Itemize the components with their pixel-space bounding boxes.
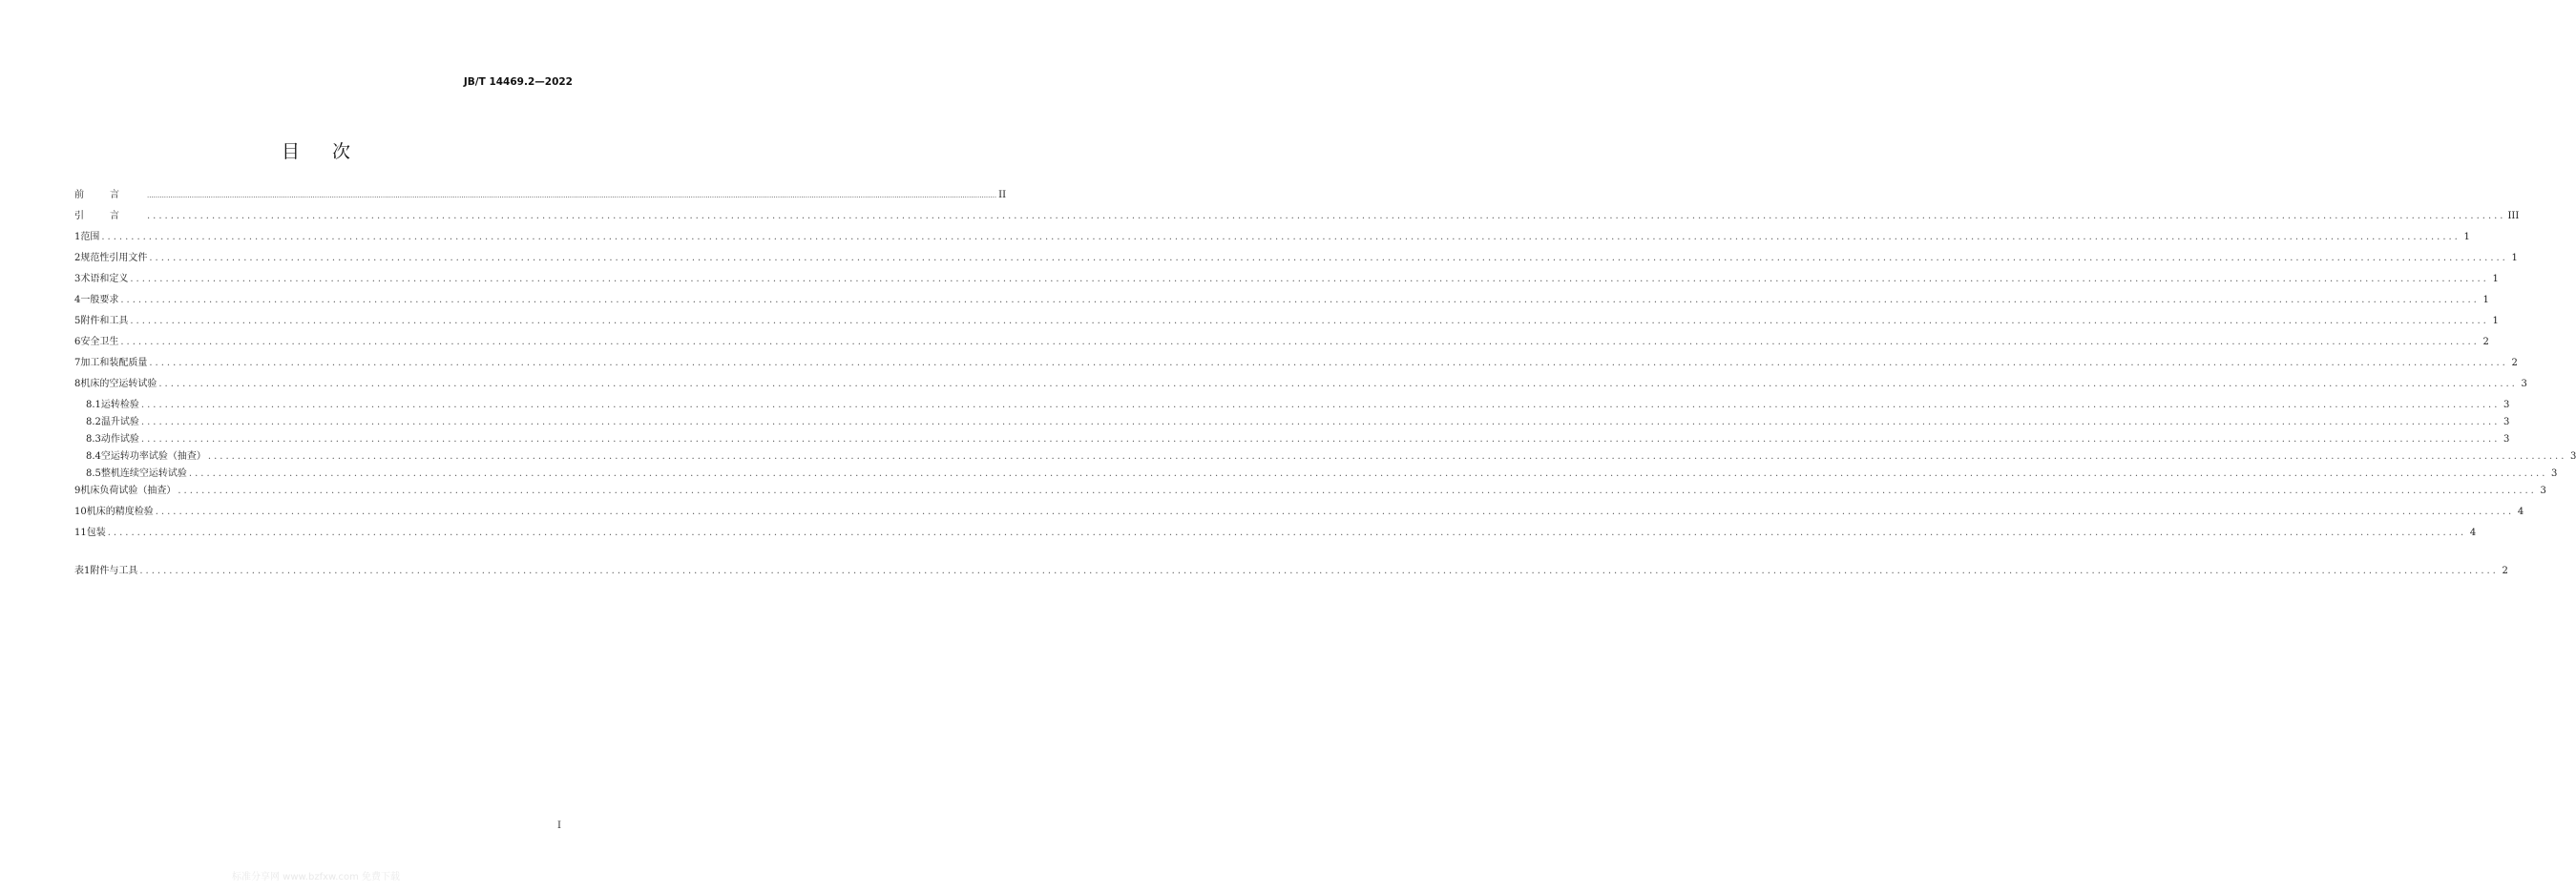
page-title: 目次: [281, 141, 383, 162]
toc-entry-page: III: [2507, 211, 2520, 221]
toc-entry-page: 2: [2511, 358, 2518, 368]
toc-entry[interactable]: [74, 231, 2470, 244]
toc-entry-title: 范围: [80, 232, 100, 242]
toc-entry-title: 规范性引用文件: [80, 253, 148, 263]
toc-entry-number: 表1: [74, 566, 91, 576]
toc-entry-title: 动作试验: [100, 434, 139, 445]
toc-dot-leader: ................................................................................................................................................................................................................................................................................................................................................................................................................: [188, 468, 2548, 479]
toc-dot-leader: ................................................................................................................................................................................................................................................................................................................................................................................................................: [155, 507, 2515, 517]
toc-entry-page: 2: [2482, 337, 2489, 347]
toc-dot-leader: ................................................................................................................................................................................................................................................................................................................................................................................................................: [158, 379, 2518, 389]
toc-entry-title: 安全卫生: [80, 337, 119, 347]
toc-dot-leader: ................................................................................................................................................................................................................................................................................................................................................................................................................: [139, 566, 2499, 576]
toc-entry-page: 1: [2492, 274, 2499, 284]
toc-entry-page: 3: [2540, 486, 2546, 496]
toc-entry-title: 机床的精度检验: [86, 507, 154, 517]
toc-entry-page: 3: [2503, 417, 2510, 427]
toc-dot-leader: ................................................................................................................................................................................................................................................................................................................................................................................................................: [149, 358, 2508, 368]
toc-dot-leader: ................................................................................................................................................................................................................................................................................................................................................................................................................: [140, 400, 2501, 410]
toc-entry-number: 7: [74, 358, 81, 368]
toc-entry-page: 3: [2503, 434, 2510, 445]
toc-entry-page: 1: [2482, 295, 2489, 305]
toc-entry[interactable]: [86, 467, 2558, 481]
toc-dot-leader: ................................................................................................................................................................................................................................................................................................................................................................................................................: [140, 434, 2501, 445]
toc-entry-title: 附件和工具: [80, 316, 129, 326]
toc-entry-page: 3: [2521, 379, 2527, 389]
toc-dot-leader: ................................................................................................................................................................................................................................................................................................................................................................................................................: [178, 486, 2537, 496]
toc-entry-number: 11: [74, 528, 87, 538]
toc-entry-number: 8.2: [86, 417, 101, 427]
toc-entry[interactable]: [74, 506, 2524, 519]
toc-entry-title: 附件与工具: [90, 566, 138, 576]
toc-dot-leader: ................................................................................................................................................................................................................................................................................................................................................................................................................: [120, 295, 2480, 305]
toc-entry[interactable]: [74, 336, 2489, 349]
toc-entry[interactable]: [74, 485, 2546, 498]
toc-entry-number: 4: [74, 295, 81, 305]
toc-entry-page: II: [998, 190, 1007, 200]
toc-entry-title: 空运转功率试验（抽查）: [100, 451, 206, 462]
toc-entry-title: 机床的空运转试验: [80, 379, 157, 389]
toc-entry-number: 8.1: [86, 400, 101, 410]
toc-entry-title: 温升试验: [100, 417, 139, 427]
toc-entry-page: 2: [2502, 566, 2508, 576]
toc-entry-page: 3: [2551, 468, 2558, 479]
toc-entry[interactable]: [74, 294, 2489, 307]
toc-entry[interactable]: [74, 210, 2520, 223]
toc-entry-title: 运转检验: [100, 400, 139, 410]
toc-entry-title: 前言: [74, 190, 145, 200]
toc-dot-leader: ................................................................................................................................................................................................................................................................................................................................................................................................................: [101, 232, 2461, 242]
toc-entry-page: 4: [2469, 528, 2477, 538]
toc-entry[interactable]: [74, 527, 2477, 540]
toc-entry-number: 3: [74, 274, 81, 284]
toc-entry-page: 1: [2492, 316, 2499, 326]
toc-entry-number: 5: [74, 316, 81, 326]
toc-dot-leader: ................................................................................................................................................................................................................................................................................................................................................................................................................: [147, 211, 2506, 221]
toc-dot-leader: ................................................................................................................................................................................................................................................................................................................................................................................................................: [140, 417, 2501, 427]
toc-entry[interactable]: [86, 433, 2510, 446]
toc-dot-leader: ................................................................................................................................................................................................................................................................................................................................................................................................................: [107, 528, 2467, 538]
toc-entry-page: 1: [2463, 232, 2470, 242]
page-number: I: [557, 820, 561, 831]
toc-entry-number: 8.3: [86, 434, 101, 445]
toc-entry[interactable]: [74, 378, 2527, 391]
toc-entry-number: 6: [74, 337, 81, 347]
toc-entry-title: 整机连续空运转试验: [100, 468, 187, 479]
toc-entry-title: 加工和装配质量: [80, 358, 148, 368]
toc-entry-page: 4: [2517, 507, 2524, 517]
toc-entry-page: 3: [2570, 451, 2576, 462]
toc-entry-number: 1: [74, 232, 81, 242]
toc-entry-title: 机床负荷试验（抽查）: [80, 486, 177, 496]
toc-entry[interactable]: [86, 399, 2510, 412]
toc-dot-leader: ................................................................................................................................................................................................................................................................................................................................................................................................................: [130, 316, 2489, 326]
toc-entry-title: 包装: [86, 528, 106, 538]
toc-entry[interactable]: [74, 315, 2499, 328]
document-code: JB/T 14469.2—2022: [463, 76, 573, 88]
toc-entry-page: 3: [2503, 400, 2510, 410]
toc-entry[interactable]: [86, 450, 2576, 464]
watermark: 标准分享网 www.bzfxw.com 免费下载: [232, 872, 400, 883]
toc-dot-leader: ................................................................................................................................................................................................................................................................................................................................................................................................................: [147, 192, 997, 199]
toc-entry-number: 9: [74, 486, 81, 496]
toc-entry-title: 引言: [74, 211, 145, 221]
toc-entry[interactable]: [74, 565, 2508, 578]
toc-entry[interactable]: [74, 273, 2499, 286]
toc-dot-leader: ................................................................................................................................................................................................................................................................................................................................................................................................................: [207, 451, 2567, 462]
toc-entry-number: 8: [74, 379, 81, 389]
toc-entry-title: 术语和定义: [80, 274, 129, 284]
toc-entry-number: 2: [74, 253, 81, 263]
toc-entry[interactable]: [74, 357, 2518, 370]
toc-entry-page: 1: [2511, 253, 2518, 263]
toc-entry-number: 8.4: [86, 451, 101, 462]
toc-entry-number: 10: [74, 507, 87, 517]
toc-dot-leader: ................................................................................................................................................................................................................................................................................................................................................................................................................: [120, 337, 2480, 347]
toc-entry[interactable]: [86, 416, 2510, 429]
toc-entry-number: 8.5: [86, 468, 101, 479]
toc-dot-leader: ................................................................................................................................................................................................................................................................................................................................................................................................................: [130, 274, 2489, 284]
toc-entry[interactable]: [74, 189, 1007, 202]
toc-entry[interactable]: [74, 252, 2518, 265]
toc-dot-leader: ................................................................................................................................................................................................................................................................................................................................................................................................................: [149, 253, 2508, 263]
toc-entry-title: 一般要求: [80, 295, 119, 305]
